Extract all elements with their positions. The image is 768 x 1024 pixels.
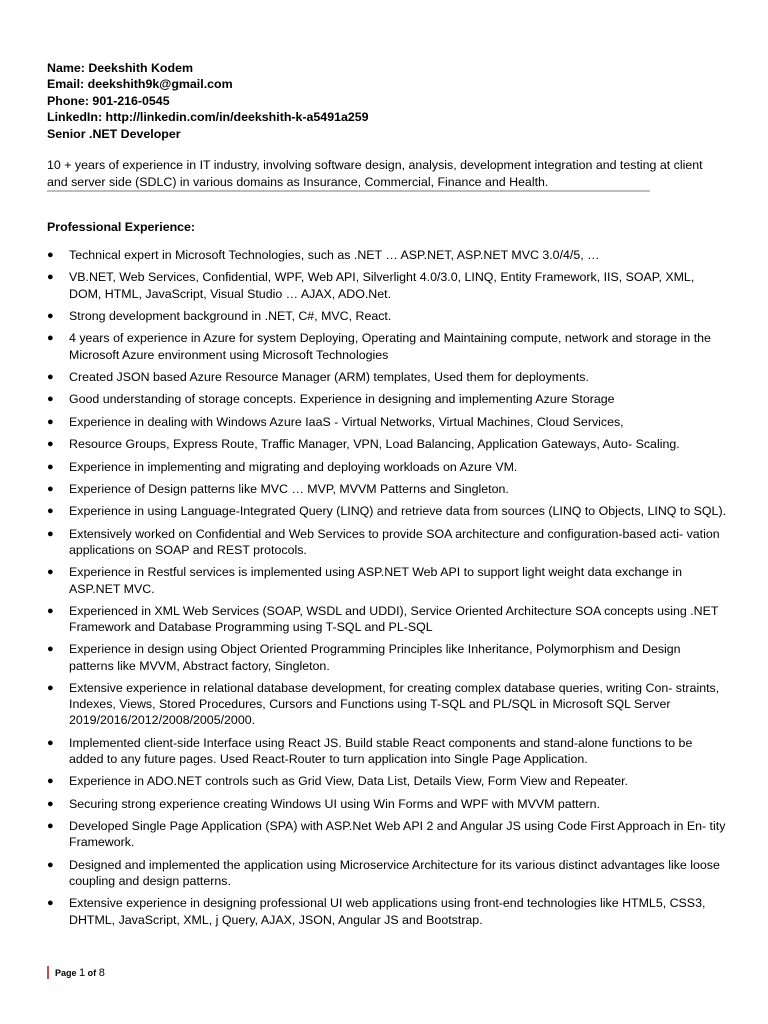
experience-bullet-item [47, 641, 727, 673]
bullet-dot-icon: ● [47, 438, 54, 451]
bullet-dot-icon: ● [47, 643, 54, 656]
bullet-dot-icon: ● [47, 505, 54, 518]
bullet-dot-icon: ● [47, 820, 54, 833]
email-line: Email: deekshith9k@gmail.com [47, 77, 233, 92]
bullet-dot-icon: ● [47, 897, 54, 910]
bullet-text: Extensive experience in designing professional UI web applications using front-end technologies like HTML5, CSS3, DHTML, JavaScript, XML, j Query, AJAX, JSON, Angular JS and Bootstrap. [69, 896, 706, 927]
bullet-text: Implemented client-side Interface using React JS. Build stable React components and stand-alone functions to be added to any future pages. Used React-Router to turn application into Single Page Application. [69, 735, 693, 767]
bullet-text: 4 years of experience in Azure for system Deploying, Operating and Maintaining compute, network and storage in the Microsoft Azure environment using Microsoft Technologies [69, 331, 711, 362]
bullet-text: Securing strong experience creating Windows UI using Win Forms and WPF with MVVM pattern. [69, 796, 600, 811]
bullet-dot-icon: ● [47, 460, 54, 473]
page-footer [47, 966, 105, 980]
bullet-text: Experience of Design patterns like MVC … MVP, MVVM Patterns and Singleton. [69, 481, 509, 496]
bullet-dot-icon: ● [47, 415, 54, 428]
bullet-text: Extensively worked on Confidential and Web Services to provide SOA architecture and configuration-based acti- vation applications on SOAP and REST protocols. [69, 526, 720, 557]
experience-bullet-item [47, 391, 727, 407]
experience-bullet-item [47, 369, 727, 385]
experience-bullet-item [47, 330, 727, 362]
experience-bullet-item [47, 308, 727, 324]
experience-bullet-item [47, 436, 727, 452]
bullet-text: Extensive experience in relational database development, for creating complex database queries, writing Con- straints, Indexes, Views, Stored Procedures, Cursors and Functions using T-SQL and PL/SQL in Microsoft SQL Server 2019/2016/2012/2008/2005/2000. [69, 681, 720, 728]
bullet-text: Experienced in XML Web Services (SOAP, WSDL and UDDI), Service Oriented Architecture SOA concepts using .NET Framework and Database Programming using T-SQL and PL-SQL [69, 603, 719, 635]
experience-bullet-item [47, 459, 727, 475]
experience-bullet-item [47, 481, 727, 497]
bullet-text: Experience in using Language-Integrated Query (LINQ) and retrieve data from sources (LINQ to Objects, LINQ to SQL). [69, 504, 727, 519]
experience-bullet-item [47, 796, 727, 812]
experience-bullet-item [47, 503, 727, 519]
linkedin-line: LinkedIn: http://linkedin.com/in/deekshith-k-a5491a259 [47, 110, 369, 125]
page-label: Page [55, 968, 77, 978]
section-title-professional-experience: Professional Experience: [47, 220, 196, 234]
bullet-text: VB.NET, Web Services, Confidential, WPF, Web API, Silverlight 4.0/3.0, LINQ, Entity Framework, IIS, SOAP, XML, DOM, HTML, JavaScript, Visual Studio … AJAX, ADO.Net. [69, 270, 695, 301]
candidate-name: Name: Deekshith Kodem [47, 61, 193, 75]
experience-bullet-item [47, 680, 727, 729]
bullet-text: Resource Groups, Express Route, Traffic Manager, VPN, Load Balancing, Application Gateways, Auto- Scaling. [69, 437, 680, 452]
horizontal-divider [47, 190, 650, 192]
bullet-dot-icon: ● [47, 370, 54, 383]
bullet-text: Developed Single Page Application (SPA) with ASP.Net Web API 2 and Angular JS using Code First Approach in En- tity Framework. [69, 819, 726, 850]
bullet-dot-icon: ● [47, 527, 54, 540]
bullet-dot-icon: ● [47, 797, 54, 810]
experience-bullet-item [47, 269, 727, 301]
bullet-text: Designed and implemented the application using Microservice Architecture for its various distinct advantages like loose coupling and design patterns. [69, 857, 720, 889]
bullet-text: Technical expert in Microsoft Technologies, such as .NET … ASP.NET, ASP.NET MVC 3.0/4/5, … [69, 248, 600, 262]
bullet-text: Experience in design using Object Oriented Programming Principles like Inheritance, Polymorphism and Design patterns like MVVM, Abstract factory, Singleton. [69, 642, 681, 673]
bullet-dot-icon: ● [47, 309, 54, 322]
footer-accent-bar [47, 966, 49, 979]
bullet-dot-icon: ● [47, 249, 54, 261]
bullet-text: Good understanding of storage concepts. Experience in designing and implementing Azure Storage [69, 392, 615, 407]
of-label: of [87, 968, 97, 978]
total-pages: 8 [98, 967, 105, 979]
bullet-dot-icon: ● [47, 682, 54, 695]
bullet-text: Created JSON based Azure Resource Manager (ARM) templates, Used them for deployments. [69, 369, 589, 384]
page-number: 1 [79, 967, 86, 979]
bullet-dot-icon: ● [47, 566, 54, 579]
bullet-dot-icon: ● [47, 332, 54, 345]
bullet-dot-icon: ● [47, 393, 54, 406]
bullet-dot-icon: ● [47, 604, 54, 617]
bullet-text: Experience in Restful services is implemented using ASP.NET Web API to support light weight data exchange in ASP.NET MVC. [69, 565, 682, 596]
contact-header [47, 60, 727, 142]
bullet-text: Experience in dealing with Windows Azure IaaS - Virtual Networks, Virtual Machines, Cloud Services, [69, 414, 624, 429]
experience-bullet-item [47, 818, 727, 850]
phone-line: Phone: 901-216-0545 [47, 93, 170, 108]
bullet-dot-icon: ● [47, 736, 54, 749]
bullet-text: Experience in implementing and migrating and deploying workloads on Azure VM. [69, 459, 518, 474]
experience-bullet-item [47, 414, 727, 430]
experience-bullet-item [47, 857, 727, 889]
experience-bullet-item [47, 247, 727, 263]
bullet-dot-icon: ● [47, 775, 54, 788]
bullet-dot-icon: ● [47, 482, 54, 495]
bullet-dot-icon: ● [47, 271, 54, 284]
experience-bullet-item [47, 773, 727, 789]
experience-bullet-item [47, 895, 727, 927]
job-title: Senior .NET Developer [47, 126, 181, 141]
bullet-text: Experience in ADO.NET controls such as Grid View, Data List, Details View, Form View and Repeater. [69, 774, 628, 789]
experience-bullet-item [47, 526, 727, 558]
experience-bullet-list [47, 247, 727, 934]
experience-bullet-item [47, 564, 727, 596]
experience-bullet-item [47, 735, 727, 767]
summary-paragraph: 10 + years of experience in IT industry, involving software design, analysis, development integration and testing at client and server side (SDLC) in various domains as Insurance, Commercial, Finance and Health. [47, 158, 703, 189]
bullet-text: Strong development background in .NET, C#, MVC, React. [69, 308, 392, 323]
bullet-dot-icon: ● [47, 858, 54, 871]
experience-bullet-item [47, 603, 727, 635]
